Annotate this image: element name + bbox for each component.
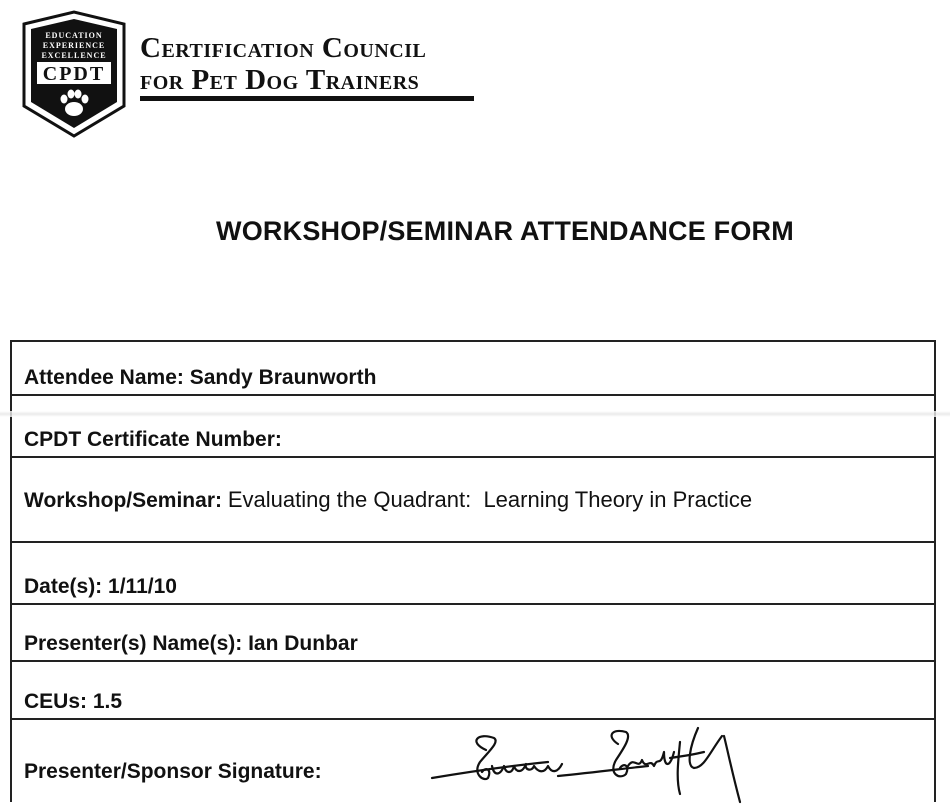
workshop-seminar-row [12,458,934,543]
attendee-name-value: Sandy Braunworth [189,366,377,389]
certificate-number-label: CPDT Certificate Number: [24,428,282,451]
attendee-name-row [12,342,934,396]
presenter-names-value: Ian Dunbar [248,632,358,655]
ceus-label: CEUs: [24,690,88,713]
presenter-names-label: Presenter(s) Name(s): [24,632,243,655]
ceus-row [12,662,934,720]
org-name-underline [140,96,474,101]
signature-label: Presenter/Sponsor Signature: [24,760,322,783]
workshop-seminar-value: Evaluating the Quadrant: Learning Theory in Practice [227,487,753,512]
certificate-number-row [12,396,934,458]
cpdt-logo [20,10,128,138]
org-name-line-2: for Pet Dog Trainers [140,64,420,96]
dates-row [12,543,934,605]
form-title: WORKSHOP/SEMINAR ATTENDANCE FORM [216,216,794,246]
org-name-line-1: Certification Council [140,32,427,64]
logo-line-2: EXPERIENCE [42,41,106,50]
logo-line-1: EDUCATION [45,31,103,40]
organization-name [140,32,426,96]
attendee-name-label: Attendee Name: [24,366,184,389]
ceus-value: 1.5 [92,690,123,713]
dates-label: Date(s): [24,575,103,598]
dates-value: 1/11/10 [108,575,177,598]
logo-line-3: EXCELLENCE [41,51,107,60]
presenter-names-row [12,605,934,662]
workshop-seminar-label: Workshop/Seminar: [24,489,222,512]
paper-fold-crease [0,411,950,417]
logo-abbr: CPDT [42,63,106,85]
handwritten-signature [428,722,768,806]
